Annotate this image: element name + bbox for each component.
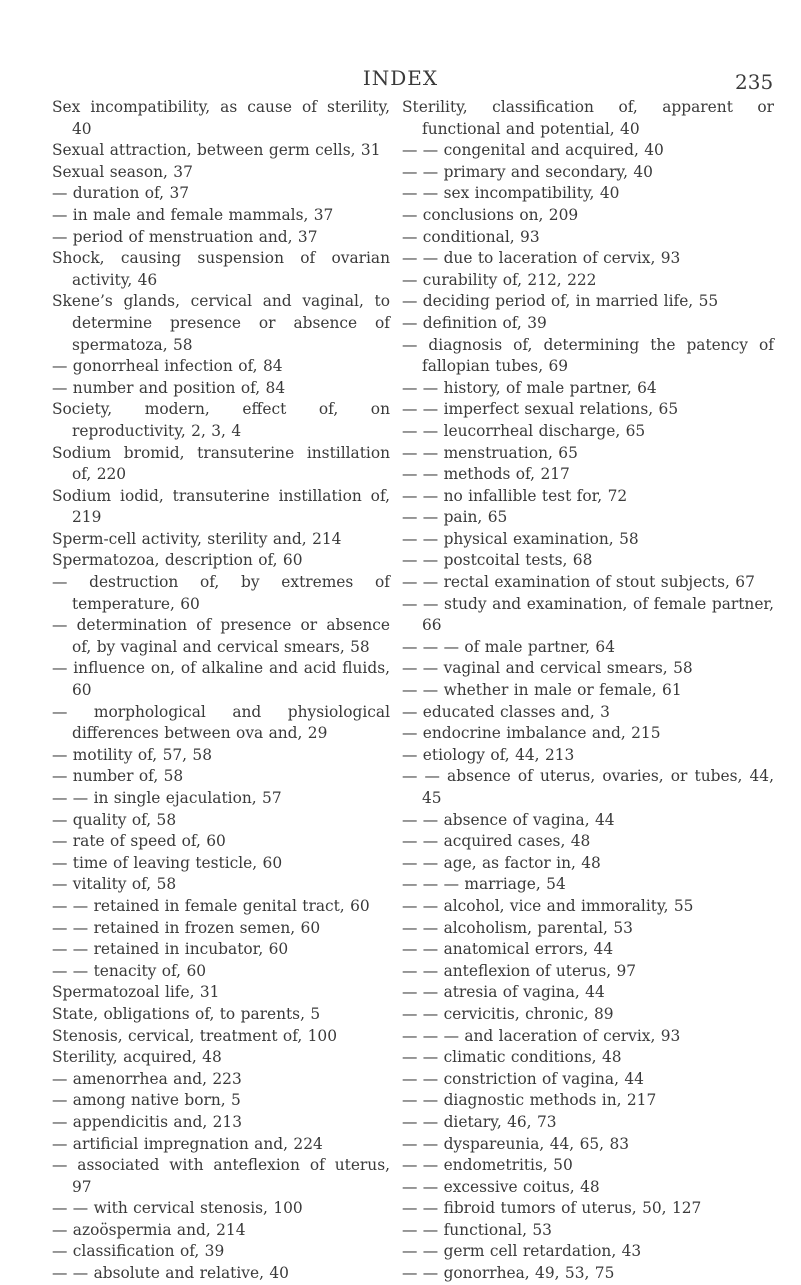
index-entry: — — anatomical errors, 44 (402, 940, 614, 959)
index-entry: — artificial impregnation and, 224 (52, 1134, 323, 1153)
page-number: 235 (735, 70, 774, 94)
index-entry: — duration of, 37 (52, 184, 190, 203)
index-entry: Sexual season, 37 (52, 162, 193, 181)
index-entry: Society, modern, effect of, on reproductivity, 2, 3, 4 (52, 400, 390, 440)
index-entry: — — alcohol, vice and immorality, 55 (402, 896, 694, 915)
index-entry: State, obligations of, to parents, 5 (52, 1004, 321, 1023)
index-entry: — conditional, 93 (402, 227, 540, 246)
index-entry: — — — and laceration of cervix, 93 (402, 1026, 681, 1045)
index-entry: Sperm-cell activity, sterility and, 214 (52, 529, 342, 548)
index-entry: — gonorrheal infection of, 84 (52, 357, 283, 376)
index-column-left (52, 97, 390, 1285)
index-entry: — motility of, 57, 58 (52, 745, 213, 764)
index-entry: — educated classes and, 3 (402, 702, 610, 721)
index-column-right (402, 97, 774, 1285)
index-entry: — quality of, 58 (52, 810, 177, 829)
index-entry: — vitality of, 58 (52, 875, 177, 894)
index-entry: — — rectal examination of stout subjects, 67 (402, 573, 755, 592)
index-entry: — classification of, 39 (52, 1242, 225, 1261)
index-entry: — destruction of, by extremes of temperature, 60 (52, 573, 390, 613)
index-entry: — — with cervical stenosis, 100 (52, 1199, 303, 1218)
index-entry: — — absolute and relative, 40 (52, 1264, 289, 1283)
index-entry: Sex incompatibility, as cause of sterility, 40 (52, 98, 390, 138)
index-entry: — morphological and physiological differences between ova and, 29 (52, 702, 390, 743)
index-entry: — — leucorrheal discharge, 65 (402, 421, 646, 440)
index-entry: — — cervicitis, chronic, 89 (402, 1004, 614, 1023)
index-entry: — azoöspermia and, 214 (52, 1220, 246, 1239)
index-entry: — — fibroid tumors of uterus, 50, 127 (402, 1199, 702, 1218)
index-entry: Sodium iodid, transuterine instillation of, 219 (52, 486, 390, 527)
index-entry: — — age, as factor in, 48 (402, 853, 601, 872)
index-entry: Stenosis, cervical, treatment of, 100 (52, 1026, 337, 1045)
index-entry: — — sex incompatibility, 40 (402, 184, 620, 203)
index-entry: — number and position of, 84 (52, 378, 286, 397)
index-entry: — number of, 58 (52, 767, 184, 786)
index-entry: — — imperfect sexual relations, 65 (402, 400, 679, 419)
index-entry: — — history, of male partner, 64 (402, 378, 657, 397)
index-entry: — — acquired cases, 48 (402, 832, 591, 851)
index-entry: — deciding period of, in married life, 55 (402, 292, 719, 311)
index-entry: — — physical examination, 58 (402, 529, 639, 548)
index-entry: — — retained in incubator, 60 (52, 940, 289, 959)
index-entry: — — absence of uterus, ovaries, or tubes, 44, 45 (402, 767, 774, 807)
index-entry: — — diagnostic methods in, 217 (402, 1091, 657, 1110)
index-entry: — — retained in frozen semen, 60 (52, 918, 321, 937)
index-entry: — — excessive coitus, 48 (402, 1177, 600, 1196)
index-entry: — — constriction of vagina, 44 (402, 1069, 644, 1088)
index-entry: — — absence of vagina, 44 (402, 810, 615, 829)
index-entry: — period of menstruation and, 37 (52, 227, 318, 246)
index-entry: — — germ cell retardation, 43 (402, 1242, 642, 1261)
index-entry: — — due to laceration of cervix, 93 (402, 249, 681, 268)
index-entry: — — atresia of vagina, 44 (402, 983, 605, 1002)
index-entry: — — endometritis, 50 (402, 1156, 573, 1175)
index-entry: — — study and examination, of female partner, 66 (402, 594, 774, 635)
index-entry: — — dyspareunia, 44, 65, 83 (402, 1134, 630, 1153)
index-entry: — — menstruation, 65 (402, 443, 578, 462)
index-entry: — endocrine imbalance and, 215 (402, 724, 661, 743)
index-entry: — — primary and secondary, 40 (402, 162, 653, 181)
index-entry: Sodium bromid, transuterine instillation of, 220 (52, 443, 390, 484)
index-entry: — — vaginal and cervical smears, 58 (402, 659, 693, 678)
index-entry: — — whether in male or female, 61 (402, 681, 682, 700)
index-entry: — determination of presence or absence of, by vaginal and cervical smears, 58 (52, 616, 390, 656)
index-entry: — rate of speed of, 60 (52, 832, 226, 851)
index-entry: Sexual attraction, between germ cells, 31 (52, 141, 381, 160)
index-entry: — — — marriage, 54 (402, 875, 566, 894)
index-entry: — — climatic conditions, 48 (402, 1048, 622, 1067)
index-entry: — — tenacity of, 60 (52, 961, 207, 980)
index-entry: Spermatozoal life, 31 (52, 983, 220, 1002)
index-entry: — — congenital and acquired, 40 (402, 141, 664, 160)
index-entry: — influence on, of alkaline and acid fluids, 60 (52, 659, 390, 700)
index-entry: — — — of male partner, 64 (402, 637, 616, 656)
index-entry: — conclusions on, 209 (402, 205, 579, 224)
index-entry: — in male and female mammals, 37 (52, 205, 334, 224)
index-entry: Sterility, acquired, 48 (52, 1048, 222, 1067)
index-entry: — definition of, 39 (402, 313, 547, 332)
index-entry: — — alcoholism, parental, 53 (402, 918, 633, 937)
index-entry: — time of leaving testicle, 60 (52, 853, 283, 872)
index-entry: — — functional, 53 (402, 1220, 552, 1239)
index-entry: — — pain, 65 (402, 508, 508, 527)
index-entry: — diagnosis of, determining the patency of fallopian tubes, 69 (402, 335, 774, 376)
index-entry: — appendicitis and, 213 (52, 1112, 242, 1131)
index-entry: — curability of, 212, 222 (402, 270, 597, 289)
index-entry: Skene’s glands, cervical and vaginal, to determine presence or absence of spermatoza, 58 (52, 292, 390, 354)
index-entry: Spermatozoa, description of, 60 (52, 551, 303, 570)
index-entry: — — dietary, 46, 73 (402, 1112, 557, 1131)
index-entry: — among native born, 5 (52, 1091, 241, 1110)
page-title: INDEX (362, 66, 439, 90)
index-entry: — — retained in female genital tract, 60 (52, 896, 370, 915)
index-entry: — — no infallible test for, 72 (402, 486, 628, 505)
index-entry: — — gonorrhea, 49, 53, 75 (402, 1264, 615, 1283)
index-entry: — etiology of, 44, 213 (402, 745, 575, 764)
index-entry: — — postcoital tests, 68 (402, 551, 593, 570)
index-entry: Shock, causing suspension of ovarian activity, 46 (52, 249, 390, 289)
index-entry: — — in single ejaculation, 57 (52, 789, 282, 807)
index-entry: — amenorrhea and, 223 (52, 1069, 242, 1088)
index-entry: — — anteflexion of uterus, 97 (402, 961, 637, 980)
index-entry: Sterility, classification of, apparent or functional and potential, 40 (402, 98, 774, 138)
index-entry: — — methods of, 217 (402, 465, 570, 484)
index-entry: — associated with anteflexion of uterus, 97 (52, 1156, 390, 1196)
